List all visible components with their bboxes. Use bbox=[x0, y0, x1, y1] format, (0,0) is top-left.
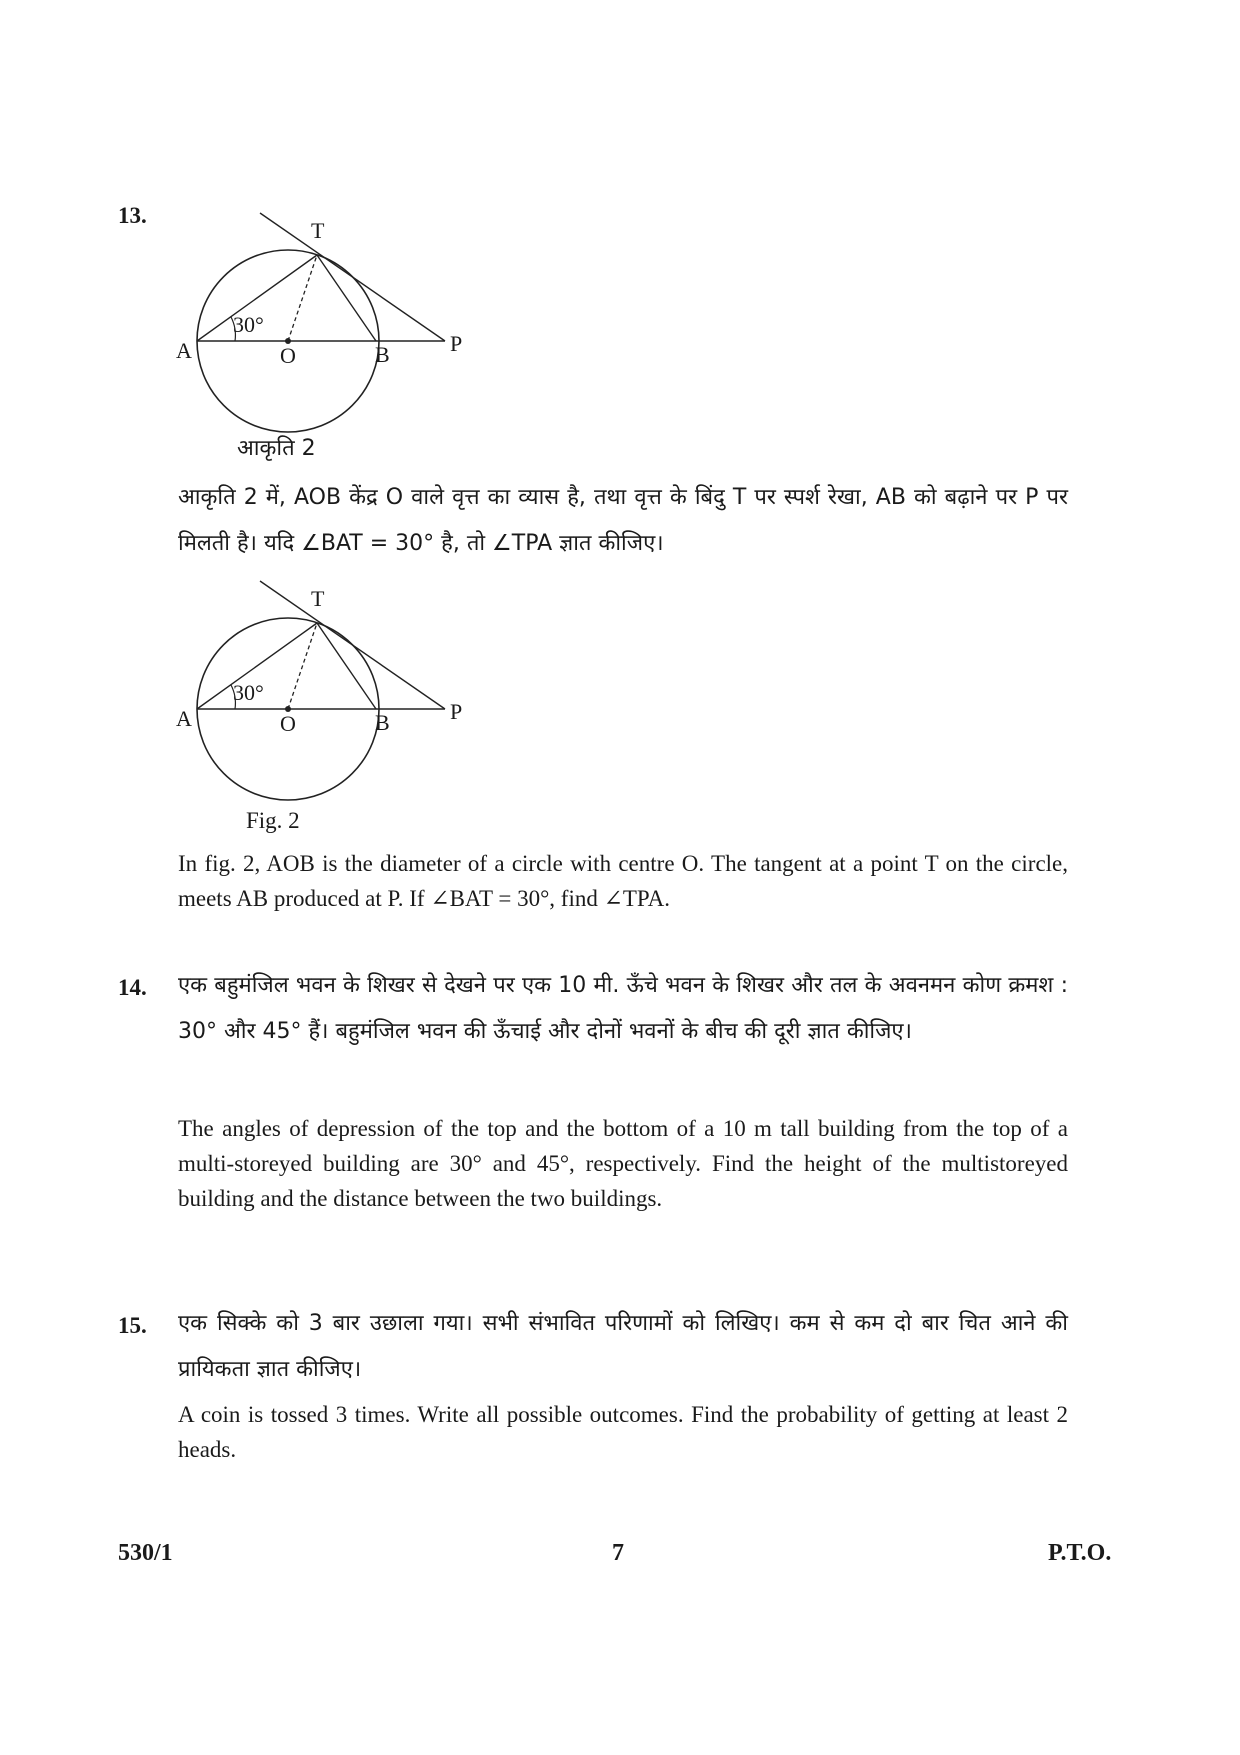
figure-2-english bbox=[165, 576, 485, 806]
label-p: P bbox=[450, 331, 463, 356]
label-o: O bbox=[280, 711, 296, 736]
figure-caption-english: Fig. 2 bbox=[246, 808, 300, 833]
tangent-line bbox=[260, 581, 445, 709]
label-p: P bbox=[450, 699, 463, 724]
label-t: T bbox=[311, 218, 325, 243]
question-15-number: 15. bbox=[118, 1313, 147, 1338]
please-turn-over: P.T.O. bbox=[1048, 1540, 1112, 1566]
page-number: 7 bbox=[612, 1540, 624, 1566]
label-b: B bbox=[375, 710, 390, 735]
figure-caption-hindi: आकृति 2 bbox=[237, 436, 316, 461]
label-a: A bbox=[176, 706, 192, 731]
question-14-text-hindi: एक बहुमंजिल भवन के शिखर से देखने पर एक 10 मी. ऊँचे भवन के शिखर और तल के अवनमन कोण क्रमश : 30° और 45° हैं। बहुमंजिल भवन की ऊँचाई और दोनों भवनों के बीच की दूरी ज्ञात कीजिए। bbox=[178, 973, 1068, 1044]
question-13-text-english: In fig. 2, AOB is the diameter of a circle with centre O. The tangent at a point T on the circle, meets AB produced at P. If ∠BAT = 30°, find ∠TPA. bbox=[178, 851, 1068, 911]
question-15-text-english: A coin is tossed 3 times. Write all possible outcomes. Find the probability of getting at least 2 heads. bbox=[178, 1402, 1068, 1462]
radius-ot bbox=[288, 623, 317, 709]
figure-2-hindi bbox=[165, 208, 485, 438]
label-b: B bbox=[375, 342, 390, 367]
tangent-line bbox=[260, 213, 445, 341]
label-t: T bbox=[311, 586, 325, 611]
question-13-number: 13. bbox=[118, 203, 147, 228]
paper-code: 530/1 bbox=[118, 1540, 173, 1566]
label-a: A bbox=[176, 338, 192, 363]
question-15-text-hindi: एक सिक्के को 3 बार उछाला गया। सभी संभावित परिणामों को लिखिए। कम से कम दो बार चित आने की प्रायिकता ज्ञात कीजिए। bbox=[178, 1311, 1068, 1382]
question-14-text-english: The angles of depression of the top and the bottom of a 10 m tall building from the top of a multi-storeyed building are 30° and 45°, respectively. Find the height of the multistoreyed building and the distance between the two buildings. bbox=[178, 1116, 1068, 1211]
question-13-text-hindi: आकृति 2 में, AOB केंद्र O वाले वृत्त का व्यास है, तथा वृत्त के बिंदु T पर स्पर्श रेखा, AB को बढ़ाने पर P पर मिलती है। यदि ∠BAT = 30° है, तो ∠TPA ज्ञात कीजिए। bbox=[178, 485, 1068, 556]
chord-tb bbox=[317, 623, 376, 709]
label-o: O bbox=[280, 343, 296, 368]
question-14-number: 14. bbox=[118, 975, 147, 1000]
angle-label: 30° bbox=[233, 680, 264, 705]
chord-tb bbox=[317, 255, 376, 341]
radius-ot bbox=[288, 255, 317, 341]
angle-label: 30° bbox=[233, 312, 264, 337]
